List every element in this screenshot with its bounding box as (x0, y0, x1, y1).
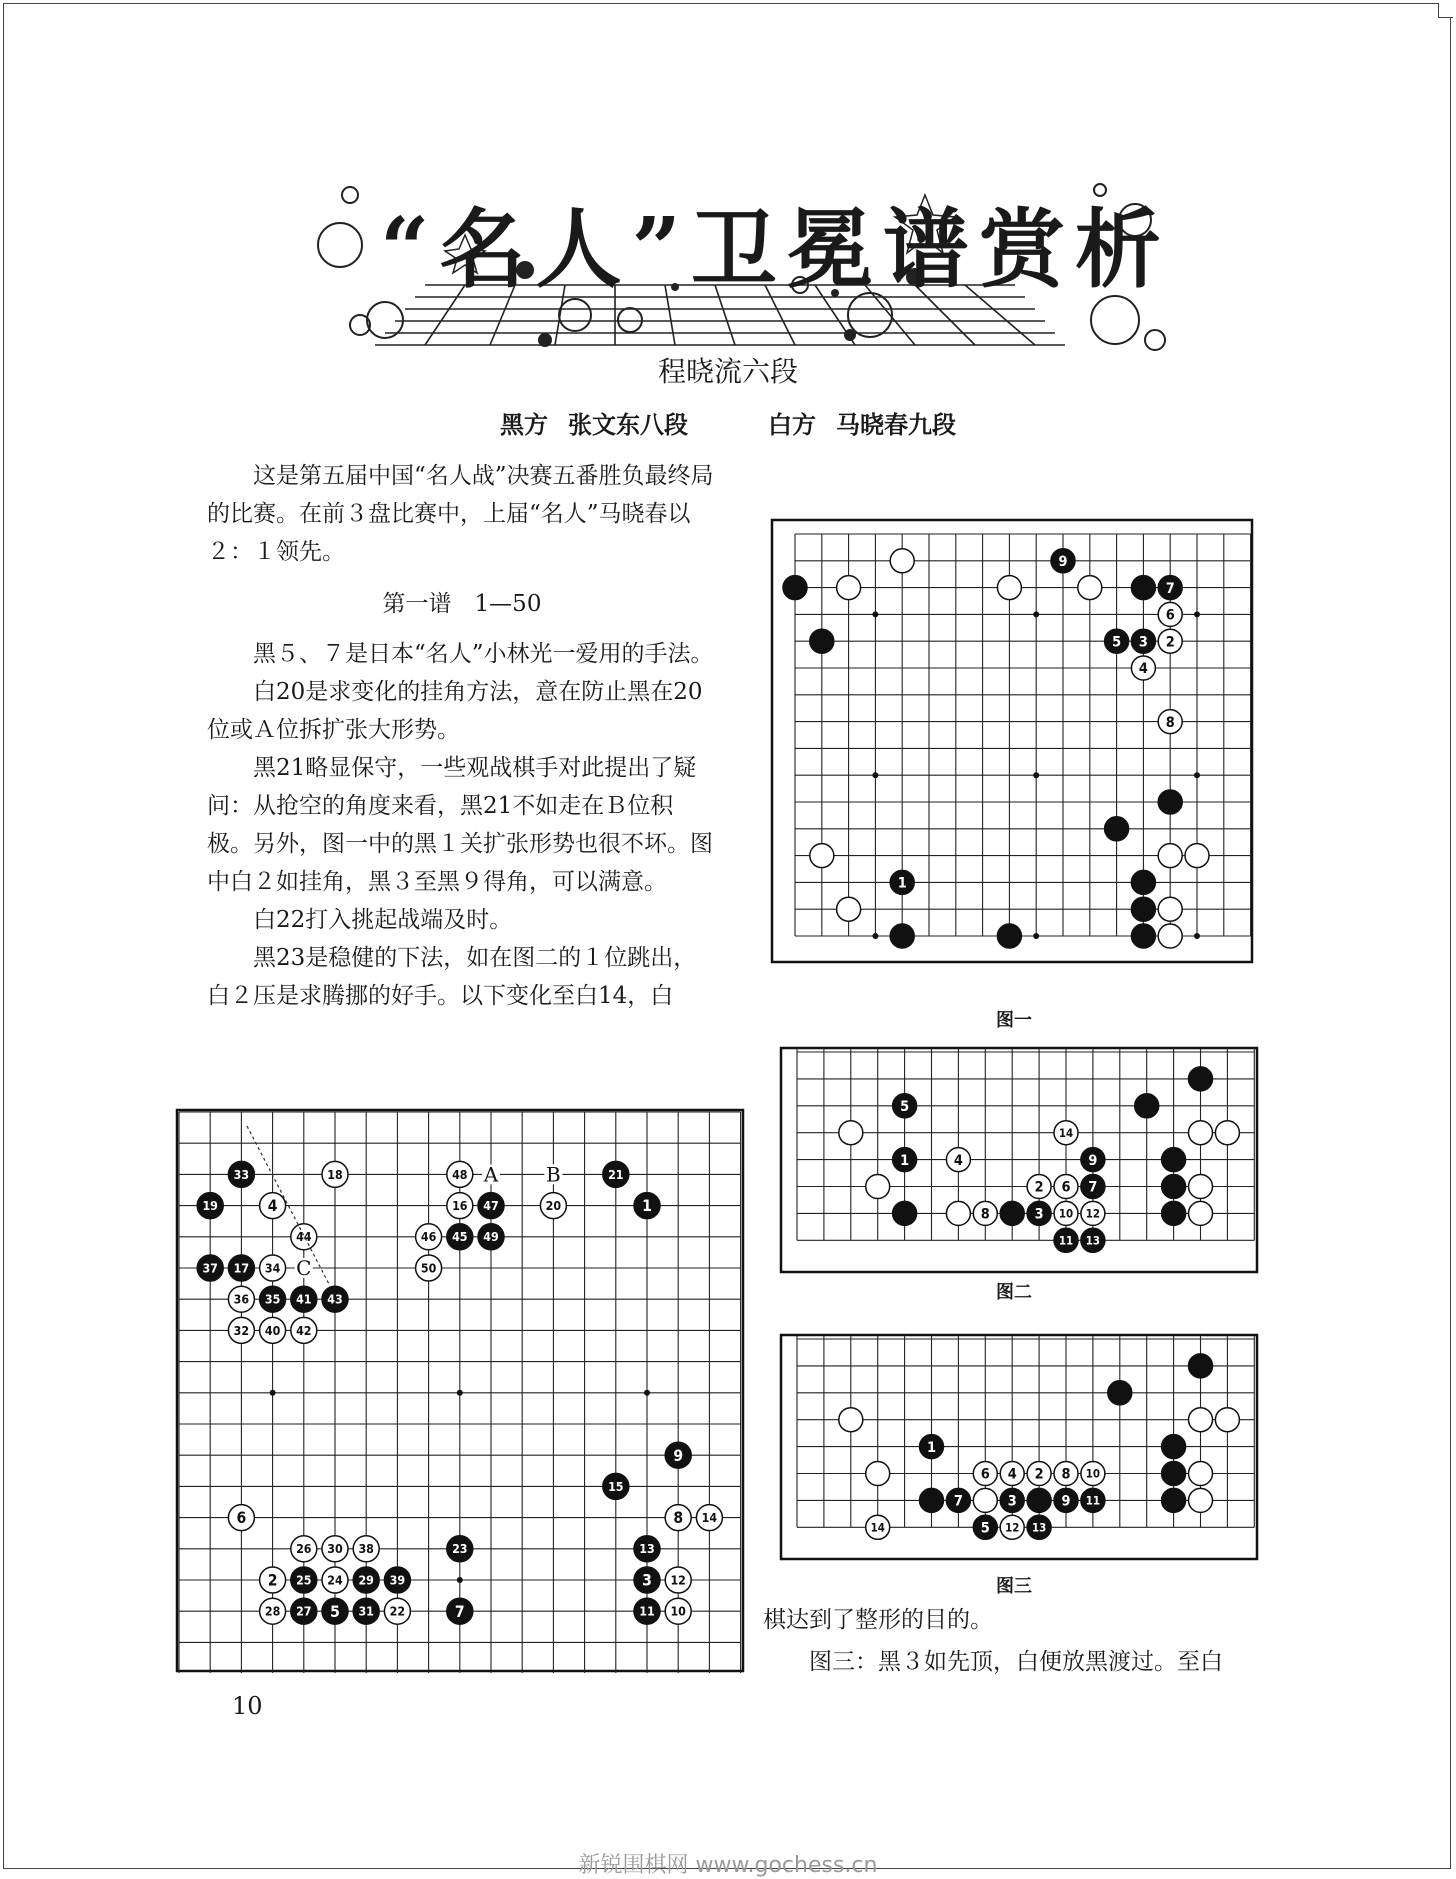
paragraph-2: 白20是求变化的挂角方法，意在防止黑在20位或Ａ位拆扩张大形势。 (207, 679, 703, 743)
white-stone-34 (260, 1255, 286, 1281)
white-stone (997, 576, 1021, 600)
svg-text:36: 36 (233, 1292, 250, 1307)
black-stone (1135, 1094, 1159, 1118)
star-point (872, 772, 878, 778)
svg-text:10: 10 (670, 1604, 686, 1619)
svg-text:47: 47 (483, 1199, 499, 1214)
svg-text:9: 9 (1058, 553, 1068, 570)
svg-text:3: 3 (1034, 1206, 1044, 1223)
svg-text:10: 10 (1058, 1206, 1074, 1221)
svg-text:49: 49 (483, 1230, 499, 1245)
svg-text:44: 44 (296, 1230, 312, 1245)
black-stone-25 (291, 1567, 317, 1593)
svg-text:7: 7 (1088, 1179, 1098, 1196)
black-stone-11 (1054, 1228, 1078, 1252)
black-stone (1131, 897, 1155, 921)
svg-text:3: 3 (642, 1571, 652, 1590)
svg-text:48: 48 (452, 1167, 468, 1182)
black-stone-11 (634, 1598, 660, 1624)
white-stone-14 (866, 1515, 890, 1539)
svg-text:17: 17 (233, 1261, 250, 1276)
svg-text:32: 32 (233, 1323, 250, 1338)
white-stone (1158, 924, 1182, 948)
svg-text:15: 15 (608, 1479, 624, 1494)
figure-1-board (768, 516, 1256, 966)
paragraph-1: 黑５、７是日本“名人”小林光一爱用的手法。 (253, 641, 714, 667)
star-point (872, 933, 878, 939)
white-stone-40 (260, 1317, 286, 1343)
text-column (207, 457, 717, 1015)
black-stone (810, 629, 834, 653)
continued-line-1: 棋达到了整形的目的。 (763, 1607, 993, 1633)
svg-text:12: 12 (670, 1573, 686, 1588)
white-stone-42 (291, 1317, 317, 1343)
svg-text:4: 4 (1007, 1466, 1017, 1483)
page-corner-fold (1438, 3, 1453, 18)
white-stone-20 (540, 1193, 566, 1219)
svg-text:13: 13 (639, 1542, 655, 1557)
svg-text:14: 14 (870, 1520, 885, 1535)
white-stone (973, 1488, 997, 1512)
black-stone-23 (447, 1536, 473, 1562)
white-stone-32 (228, 1317, 254, 1343)
white-stone-10 (1081, 1462, 1105, 1486)
svg-text:29: 29 (358, 1573, 374, 1588)
svg-text:12: 12 (1085, 1206, 1101, 1221)
white-stone (837, 576, 861, 600)
white-stone (839, 1408, 863, 1432)
figure-2-caption: 图二 (996, 1282, 1032, 1303)
white-player: 马晓春九段 (836, 411, 956, 439)
board-label-A: A (483, 1162, 499, 1187)
black-stone-31 (353, 1598, 379, 1624)
star-point (1194, 933, 1200, 939)
black-stone-5 (1105, 629, 1129, 653)
black-stone-9 (665, 1442, 691, 1468)
white-stone-10 (1054, 1201, 1078, 1225)
black-stone-35 (260, 1286, 286, 1312)
svg-text:6: 6 (1165, 607, 1175, 624)
white-stone-38 (353, 1536, 379, 1562)
white-stone-28 (260, 1598, 286, 1624)
black-stone (1105, 817, 1129, 841)
black-stone-37 (197, 1255, 223, 1281)
svg-text:27: 27 (296, 1604, 312, 1619)
white-stone-50 (416, 1255, 442, 1281)
author-line: 程晓流六段 (657, 355, 798, 388)
white-stone-8 (973, 1201, 997, 1225)
figure-1-caption: 图一 (996, 1010, 1032, 1031)
svg-text:9: 9 (1061, 1493, 1071, 1510)
white-stone (1189, 1121, 1213, 1145)
black-stone (1162, 1175, 1186, 1199)
black-stone-29 (353, 1567, 379, 1593)
svg-text:45: 45 (452, 1230, 468, 1245)
svg-text:33: 33 (233, 1167, 250, 1182)
white-stone (1189, 1488, 1213, 1512)
star-point (644, 1390, 650, 1396)
white-stone-4 (1131, 656, 1155, 680)
star-point (1033, 611, 1039, 617)
black-stone (1189, 1067, 1213, 1091)
svg-text:2: 2 (1034, 1466, 1044, 1483)
star-point (872, 611, 878, 617)
svg-text:34: 34 (264, 1261, 281, 1276)
white-stone-12 (665, 1567, 691, 1593)
black-stone-3 (634, 1567, 660, 1593)
svg-text:42: 42 (296, 1323, 312, 1338)
black-stone-7 (1158, 576, 1182, 600)
svg-text:14: 14 (701, 1511, 718, 1526)
svg-text:7: 7 (454, 1602, 465, 1621)
white-stone (1185, 844, 1209, 868)
black-stone-11 (1081, 1488, 1105, 1512)
white-stone-4 (1000, 1462, 1024, 1486)
white-stone-26 (291, 1536, 317, 1562)
svg-text:10: 10 (1085, 1466, 1101, 1481)
svg-text:13: 13 (1085, 1233, 1101, 1248)
black-stone-9 (1054, 1488, 1078, 1512)
star-point (1033, 933, 1039, 939)
black-stone-9 (1081, 1148, 1105, 1172)
svg-text:11: 11 (1058, 1233, 1074, 1248)
svg-text:46: 46 (420, 1230, 437, 1245)
svg-text:2: 2 (1165, 634, 1175, 651)
black-stone-45 (447, 1224, 473, 1250)
svg-text:8: 8 (1061, 1466, 1071, 1483)
svg-text:4: 4 (953, 1152, 963, 1169)
black-stone-41 (291, 1286, 317, 1312)
svg-text:18: 18 (327, 1167, 343, 1182)
white-stone-8 (665, 1505, 691, 1531)
svg-text:1: 1 (642, 1197, 652, 1216)
black-stone-7 (1081, 1175, 1105, 1199)
svg-text:5: 5 (330, 1602, 340, 1621)
svg-text:50: 50 (420, 1261, 437, 1276)
black-stone-43 (322, 1286, 348, 1312)
svg-text:40: 40 (264, 1323, 281, 1338)
white-stone-10 (665, 1598, 691, 1624)
svg-text:30: 30 (327, 1542, 343, 1557)
svg-text:37: 37 (202, 1261, 218, 1276)
white-stone (1189, 1201, 1213, 1225)
black-stone-27 (291, 1598, 317, 1624)
svg-text:35: 35 (264, 1292, 281, 1307)
white-stone-46 (416, 1224, 442, 1250)
black-stone (997, 924, 1021, 948)
white-stone (839, 1121, 863, 1145)
players-line (0, 405, 1456, 440)
black-stone (1162, 1435, 1186, 1459)
white-stone-16 (447, 1193, 473, 1219)
svg-text:1: 1 (897, 875, 907, 892)
svg-text:14: 14 (1058, 1125, 1074, 1140)
black-stone-13 (634, 1536, 660, 1562)
white-stone-8 (1054, 1462, 1078, 1486)
page-number: 10 (232, 1692, 263, 1720)
star-point (1194, 611, 1200, 617)
black-stone-7 (946, 1488, 970, 1512)
black-stone-21 (603, 1161, 629, 1187)
white-stone (1078, 576, 1102, 600)
white-stone (890, 549, 914, 573)
svg-text:8: 8 (1165, 714, 1175, 731)
white-stone-6 (973, 1462, 997, 1486)
svg-text:3: 3 (1007, 1493, 1017, 1510)
svg-text:9: 9 (673, 1446, 684, 1465)
white-stone-22 (384, 1598, 410, 1624)
white-stone-12 (1081, 1201, 1105, 1225)
black-stone-19 (197, 1193, 223, 1219)
svg-text:12: 12 (1005, 1520, 1020, 1535)
figure-3-caption: 图三 (996, 1576, 1032, 1597)
white-stone-6 (228, 1505, 254, 1531)
black-stone-15 (603, 1473, 629, 1499)
white-label: 白方 (768, 411, 816, 439)
section-heading: 第一谱 1—50 (382, 591, 542, 617)
black-stone-5 (893, 1094, 917, 1118)
white-stone-24 (322, 1567, 348, 1593)
board-label-B: B (546, 1162, 561, 1187)
black-stone-33 (228, 1161, 254, 1187)
white-stone-14 (696, 1505, 722, 1531)
svg-text:39: 39 (389, 1573, 406, 1588)
figure-2-board (777, 1044, 1261, 1276)
intro-paragraph: 这是第五届中国“名人战”决赛五番胜负最终局的比赛。在前３盘比赛中，上届“名人”马晓春以２：１领先。 (207, 463, 714, 565)
svg-text:1: 1 (926, 1439, 937, 1456)
white-stone (946, 1201, 970, 1225)
svg-text:7: 7 (1165, 580, 1175, 597)
black-stone-1 (893, 1148, 917, 1172)
white-stone-4 (946, 1148, 970, 1172)
white-stone-4 (260, 1193, 286, 1219)
main-game-board (175, 1108, 745, 1673)
black-stone (1189, 1354, 1213, 1378)
svg-text:5: 5 (1112, 634, 1122, 651)
white-stone (1189, 1408, 1213, 1432)
svg-text:8: 8 (980, 1206, 990, 1223)
svg-text:4: 4 (267, 1197, 278, 1216)
white-stone (866, 1462, 890, 1486)
star-point (1194, 772, 1200, 778)
svg-text:5: 5 (900, 1098, 910, 1115)
white-stone-18 (322, 1161, 348, 1187)
black-stone-3 (1131, 629, 1155, 653)
black-stone (1158, 790, 1182, 814)
star-point (457, 1577, 463, 1583)
white-stone-2 (1027, 1462, 1051, 1486)
star-point (1033, 772, 1039, 778)
svg-text:41: 41 (296, 1292, 312, 1307)
black-stone-5 (973, 1515, 997, 1539)
white-stone (1215, 1408, 1239, 1432)
svg-text:23: 23 (452, 1542, 468, 1557)
black-stone (1162, 1488, 1186, 1512)
white-stone (837, 897, 861, 921)
svg-text:21: 21 (608, 1167, 624, 1182)
white-stone-30 (322, 1536, 348, 1562)
paragraph-4: 白22打入挑起战端及时。 (253, 907, 513, 933)
svg-text:19: 19 (202, 1199, 218, 1214)
black-stone-13 (1027, 1515, 1051, 1539)
black-stone (920, 1488, 944, 1512)
black-stone-1 (634, 1193, 660, 1219)
svg-text:3: 3 (1138, 634, 1148, 651)
black-stone (783, 576, 807, 600)
white-stone-2 (1027, 1175, 1051, 1199)
white-stone (1158, 844, 1182, 868)
white-stone-12 (1000, 1515, 1024, 1539)
svg-text:20: 20 (545, 1199, 562, 1214)
white-stone-48 (447, 1161, 473, 1187)
black-stone-49 (478, 1224, 504, 1250)
white-stone-14 (1054, 1121, 1078, 1145)
svg-text:11: 11 (1085, 1493, 1101, 1508)
white-stone (1189, 1175, 1213, 1199)
black-stone-7 (447, 1598, 473, 1624)
svg-text:8: 8 (673, 1509, 684, 1528)
black-stone-3 (1000, 1488, 1024, 1512)
white-stone-36 (228, 1286, 254, 1312)
svg-text:28: 28 (264, 1604, 281, 1619)
svg-text:1: 1 (900, 1152, 910, 1169)
white-stone (1158, 897, 1182, 921)
star-point (270, 1390, 276, 1396)
black-label: 黑方 (500, 411, 548, 439)
black-stone (1108, 1381, 1132, 1405)
footer-watermark: 新锐围棋网 www.gochess.cn (578, 1853, 878, 1878)
svg-text:5: 5 (980, 1520, 990, 1537)
black-stone (1027, 1488, 1051, 1512)
svg-text:16: 16 (452, 1199, 468, 1214)
black-player: 张文东八段 (568, 411, 688, 439)
paragraph-3: 黑21略显保守，一些观战棋手对此提出了疑问：从抢空的角度来看，黑21不如走在Ｂ位积极。另外，图一中的黑１关扩张形势也很不坏。图中白２如挂角，黑３至黑９得角，可以满意。 (207, 755, 713, 895)
svg-text:6: 6 (980, 1466, 990, 1483)
svg-text:43: 43 (327, 1292, 343, 1307)
white-stone-2 (260, 1567, 286, 1593)
black-stone-39 (384, 1567, 410, 1593)
svg-text:11: 11 (639, 1604, 655, 1619)
white-stone (810, 844, 834, 868)
article-title: “名人”卫冕谱赏析 (380, 199, 1171, 300)
svg-text:7: 7 (953, 1493, 963, 1510)
paragraph-5: 黑23是稳健的下法，如在图二的１位跳出，白２压是求腾挪的好手。以下变化至白14，白 (207, 945, 697, 1009)
svg-text:13: 13 (1031, 1520, 1047, 1535)
white-stone-6 (1158, 602, 1182, 626)
black-stone-47 (478, 1193, 504, 1219)
svg-text:24: 24 (327, 1573, 343, 1588)
white-stone-6 (1054, 1175, 1078, 1199)
white-stone-44 (291, 1224, 317, 1250)
figure-3-board (777, 1331, 1261, 1563)
star-point (457, 1390, 463, 1396)
continued-text (763, 1600, 1283, 1682)
black-stone-5 (322, 1598, 348, 1624)
svg-text:26: 26 (296, 1542, 312, 1557)
svg-text:2: 2 (1034, 1179, 1044, 1196)
white-stone-8 (1158, 710, 1182, 734)
white-stone-2 (1158, 629, 1182, 653)
black-stone (1162, 1148, 1186, 1172)
svg-text:6: 6 (236, 1509, 247, 1528)
black-stone-1 (890, 870, 914, 894)
svg-text:25: 25 (296, 1573, 312, 1588)
white-stone (1215, 1121, 1239, 1145)
black-stone-13 (1081, 1228, 1105, 1252)
black-stone (893, 1201, 917, 1225)
black-stone (1131, 924, 1155, 948)
svg-text:22: 22 (389, 1604, 406, 1619)
svg-text:4: 4 (1138, 661, 1148, 678)
svg-text:2: 2 (267, 1571, 278, 1590)
black-stone-1 (920, 1435, 944, 1459)
continued-line-2: 图三：黑３如先顶，白便放黑渡过。至白 (809, 1649, 1223, 1675)
black-stone (890, 924, 914, 948)
board-label-C: C (296, 1256, 312, 1280)
white-stone (1189, 1462, 1213, 1486)
svg-text:38: 38 (358, 1542, 374, 1557)
black-stone (1000, 1201, 1024, 1225)
black-stone-17 (228, 1255, 254, 1281)
svg-text:9: 9 (1088, 1152, 1098, 1169)
black-stone (1162, 1462, 1186, 1486)
black-stone (1131, 870, 1155, 894)
svg-text:31: 31 (358, 1604, 374, 1619)
black-stone-3 (1027, 1201, 1051, 1225)
white-stone (866, 1175, 890, 1199)
black-stone-9 (1051, 549, 1075, 573)
svg-text:6: 6 (1061, 1179, 1071, 1196)
black-stone (1162, 1201, 1186, 1225)
black-stone (1131, 576, 1155, 600)
